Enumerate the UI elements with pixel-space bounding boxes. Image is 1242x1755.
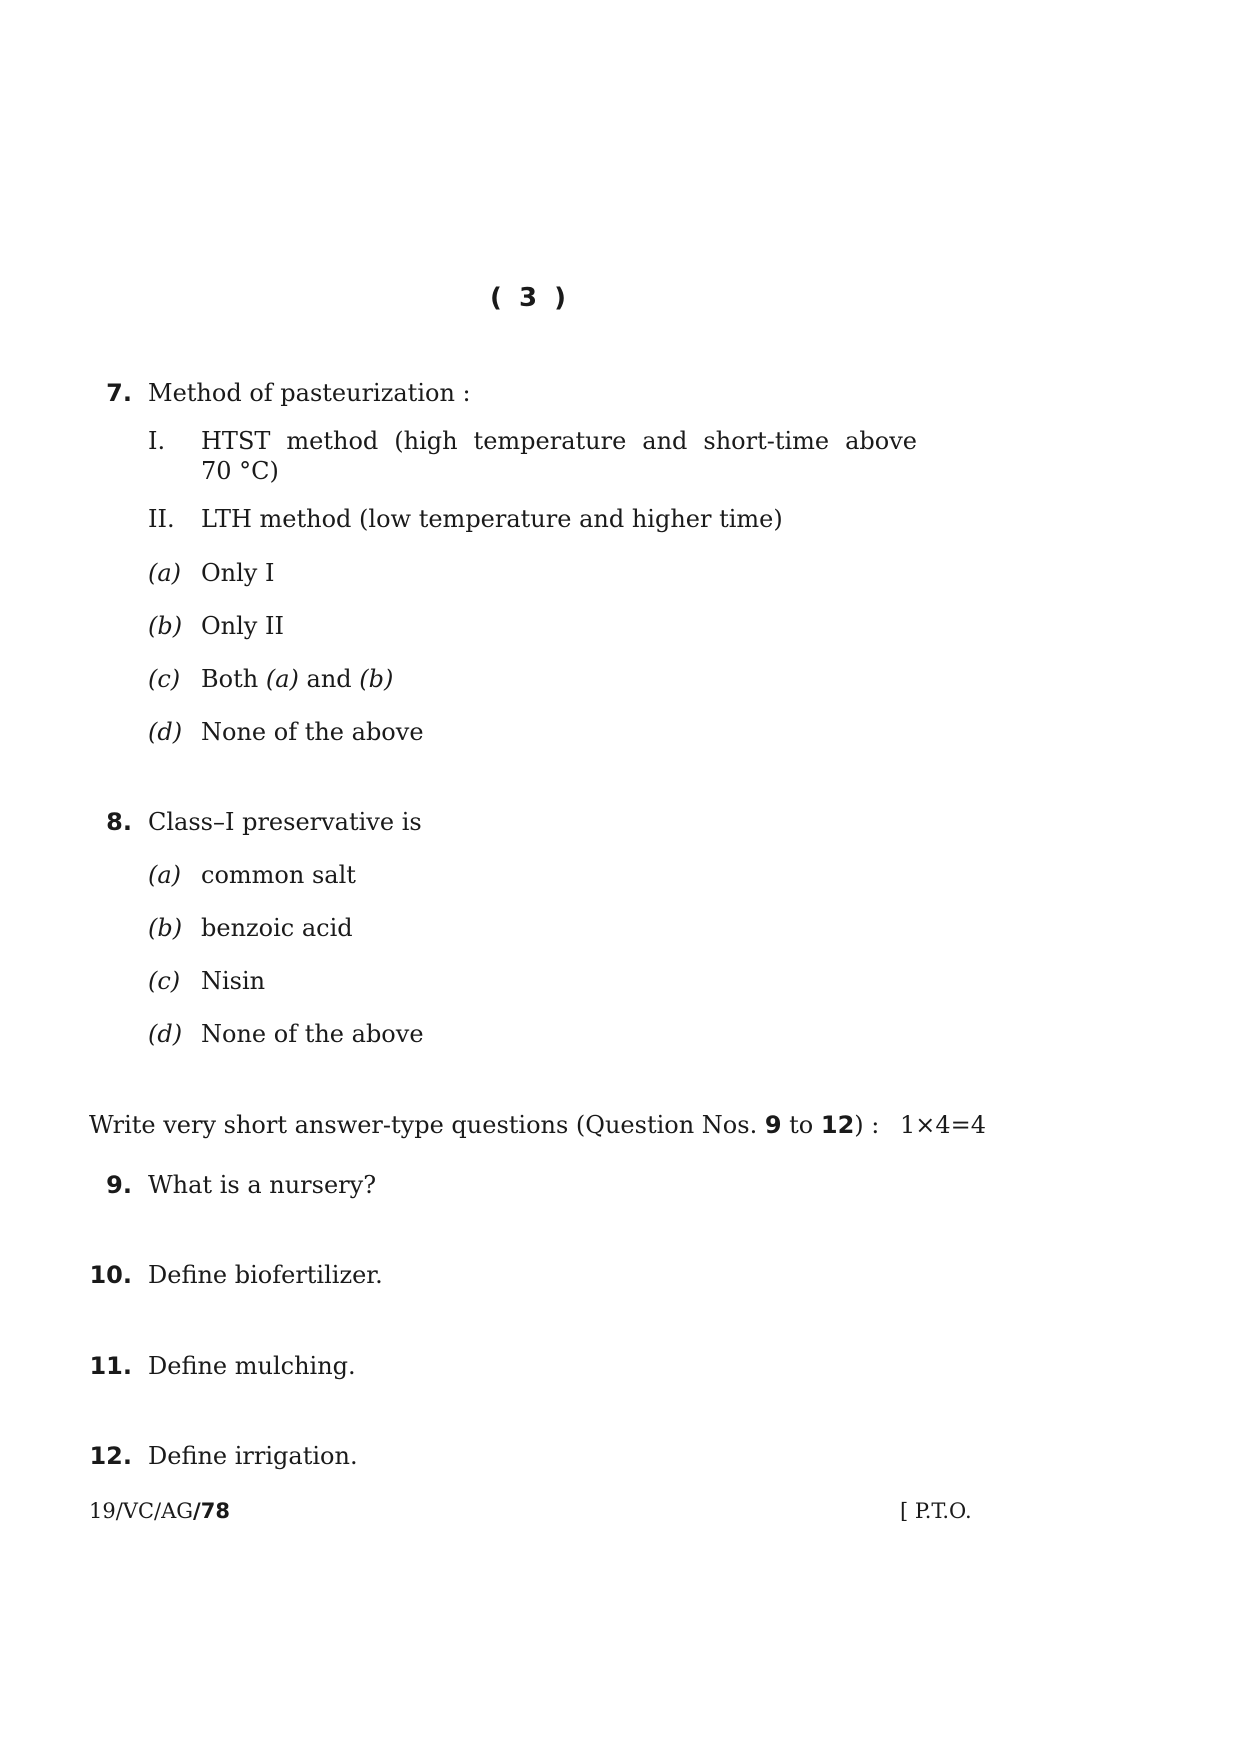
instruction-text: ) : (854, 1111, 880, 1139)
option-text: None of the above (201, 718, 424, 746)
option-label: (b) (148, 914, 183, 942)
option-text: Only I (201, 559, 275, 587)
option-label: (a) (148, 861, 182, 889)
page-number: ( 3 ) (490, 283, 570, 313)
question-text: Define irrigation. (148, 1442, 358, 1470)
question-number: 10. (89, 1261, 132, 1289)
option-label: (c) (148, 665, 181, 693)
instruction-to: 12 (820, 1111, 855, 1139)
section-marks: 1×4=4 (900, 1111, 987, 1139)
question-number: 7. (106, 379, 132, 407)
paper-code (89, 1497, 230, 1525)
option-text: benzoic acid (201, 914, 353, 942)
option-label: (c) (148, 967, 181, 995)
statement-text: HTST method (high temperature and short-time above (201, 427, 917, 455)
question-number: 9. (106, 1171, 132, 1199)
option-label: (b) (148, 612, 183, 640)
instruction-text: to (781, 1111, 821, 1139)
instruction-text: Write very short answer-type questions (Question Nos. (89, 1111, 765, 1139)
statement-text: LTH method (low temperature and higher time) (201, 505, 783, 533)
option-text-part: and (298, 665, 360, 693)
option-text (201, 664, 393, 694)
section-instruction (89, 1110, 879, 1140)
option-text: common salt (201, 861, 356, 889)
option-label: (d) (148, 1020, 183, 1048)
question-number: 11. (89, 1352, 132, 1380)
question-text: Class–I preservative is (148, 808, 422, 836)
statement-text-continued: 70 °C) (201, 457, 279, 485)
option-ref: (b) (359, 665, 394, 693)
option-text-part: Both (201, 665, 266, 693)
option-label: (a) (148, 559, 182, 587)
question-number: 12. (89, 1442, 132, 1470)
question-text: What is a nursery? (148, 1171, 377, 1199)
instruction-from: 9 (764, 1111, 782, 1139)
question-number: 8. (106, 808, 132, 836)
statement-label: I. (148, 427, 166, 455)
paper-code-suffix: /78 (193, 1499, 230, 1523)
statement-label: II. (148, 505, 175, 533)
paper-code-prefix: 19/VC/AG (89, 1499, 194, 1523)
please-turn-over: [ P.T.O. (900, 1499, 972, 1523)
question-text: Method of pasteurization : (148, 379, 471, 407)
option-text: None of the above (201, 1020, 424, 1048)
option-ref: (a) (265, 665, 299, 693)
option-label: (d) (148, 718, 183, 746)
question-text: Define mulching. (148, 1352, 356, 1380)
option-text: Nisin (201, 967, 266, 995)
option-text: Only II (201, 612, 284, 640)
question-text: Define biofertilizer. (148, 1261, 383, 1289)
